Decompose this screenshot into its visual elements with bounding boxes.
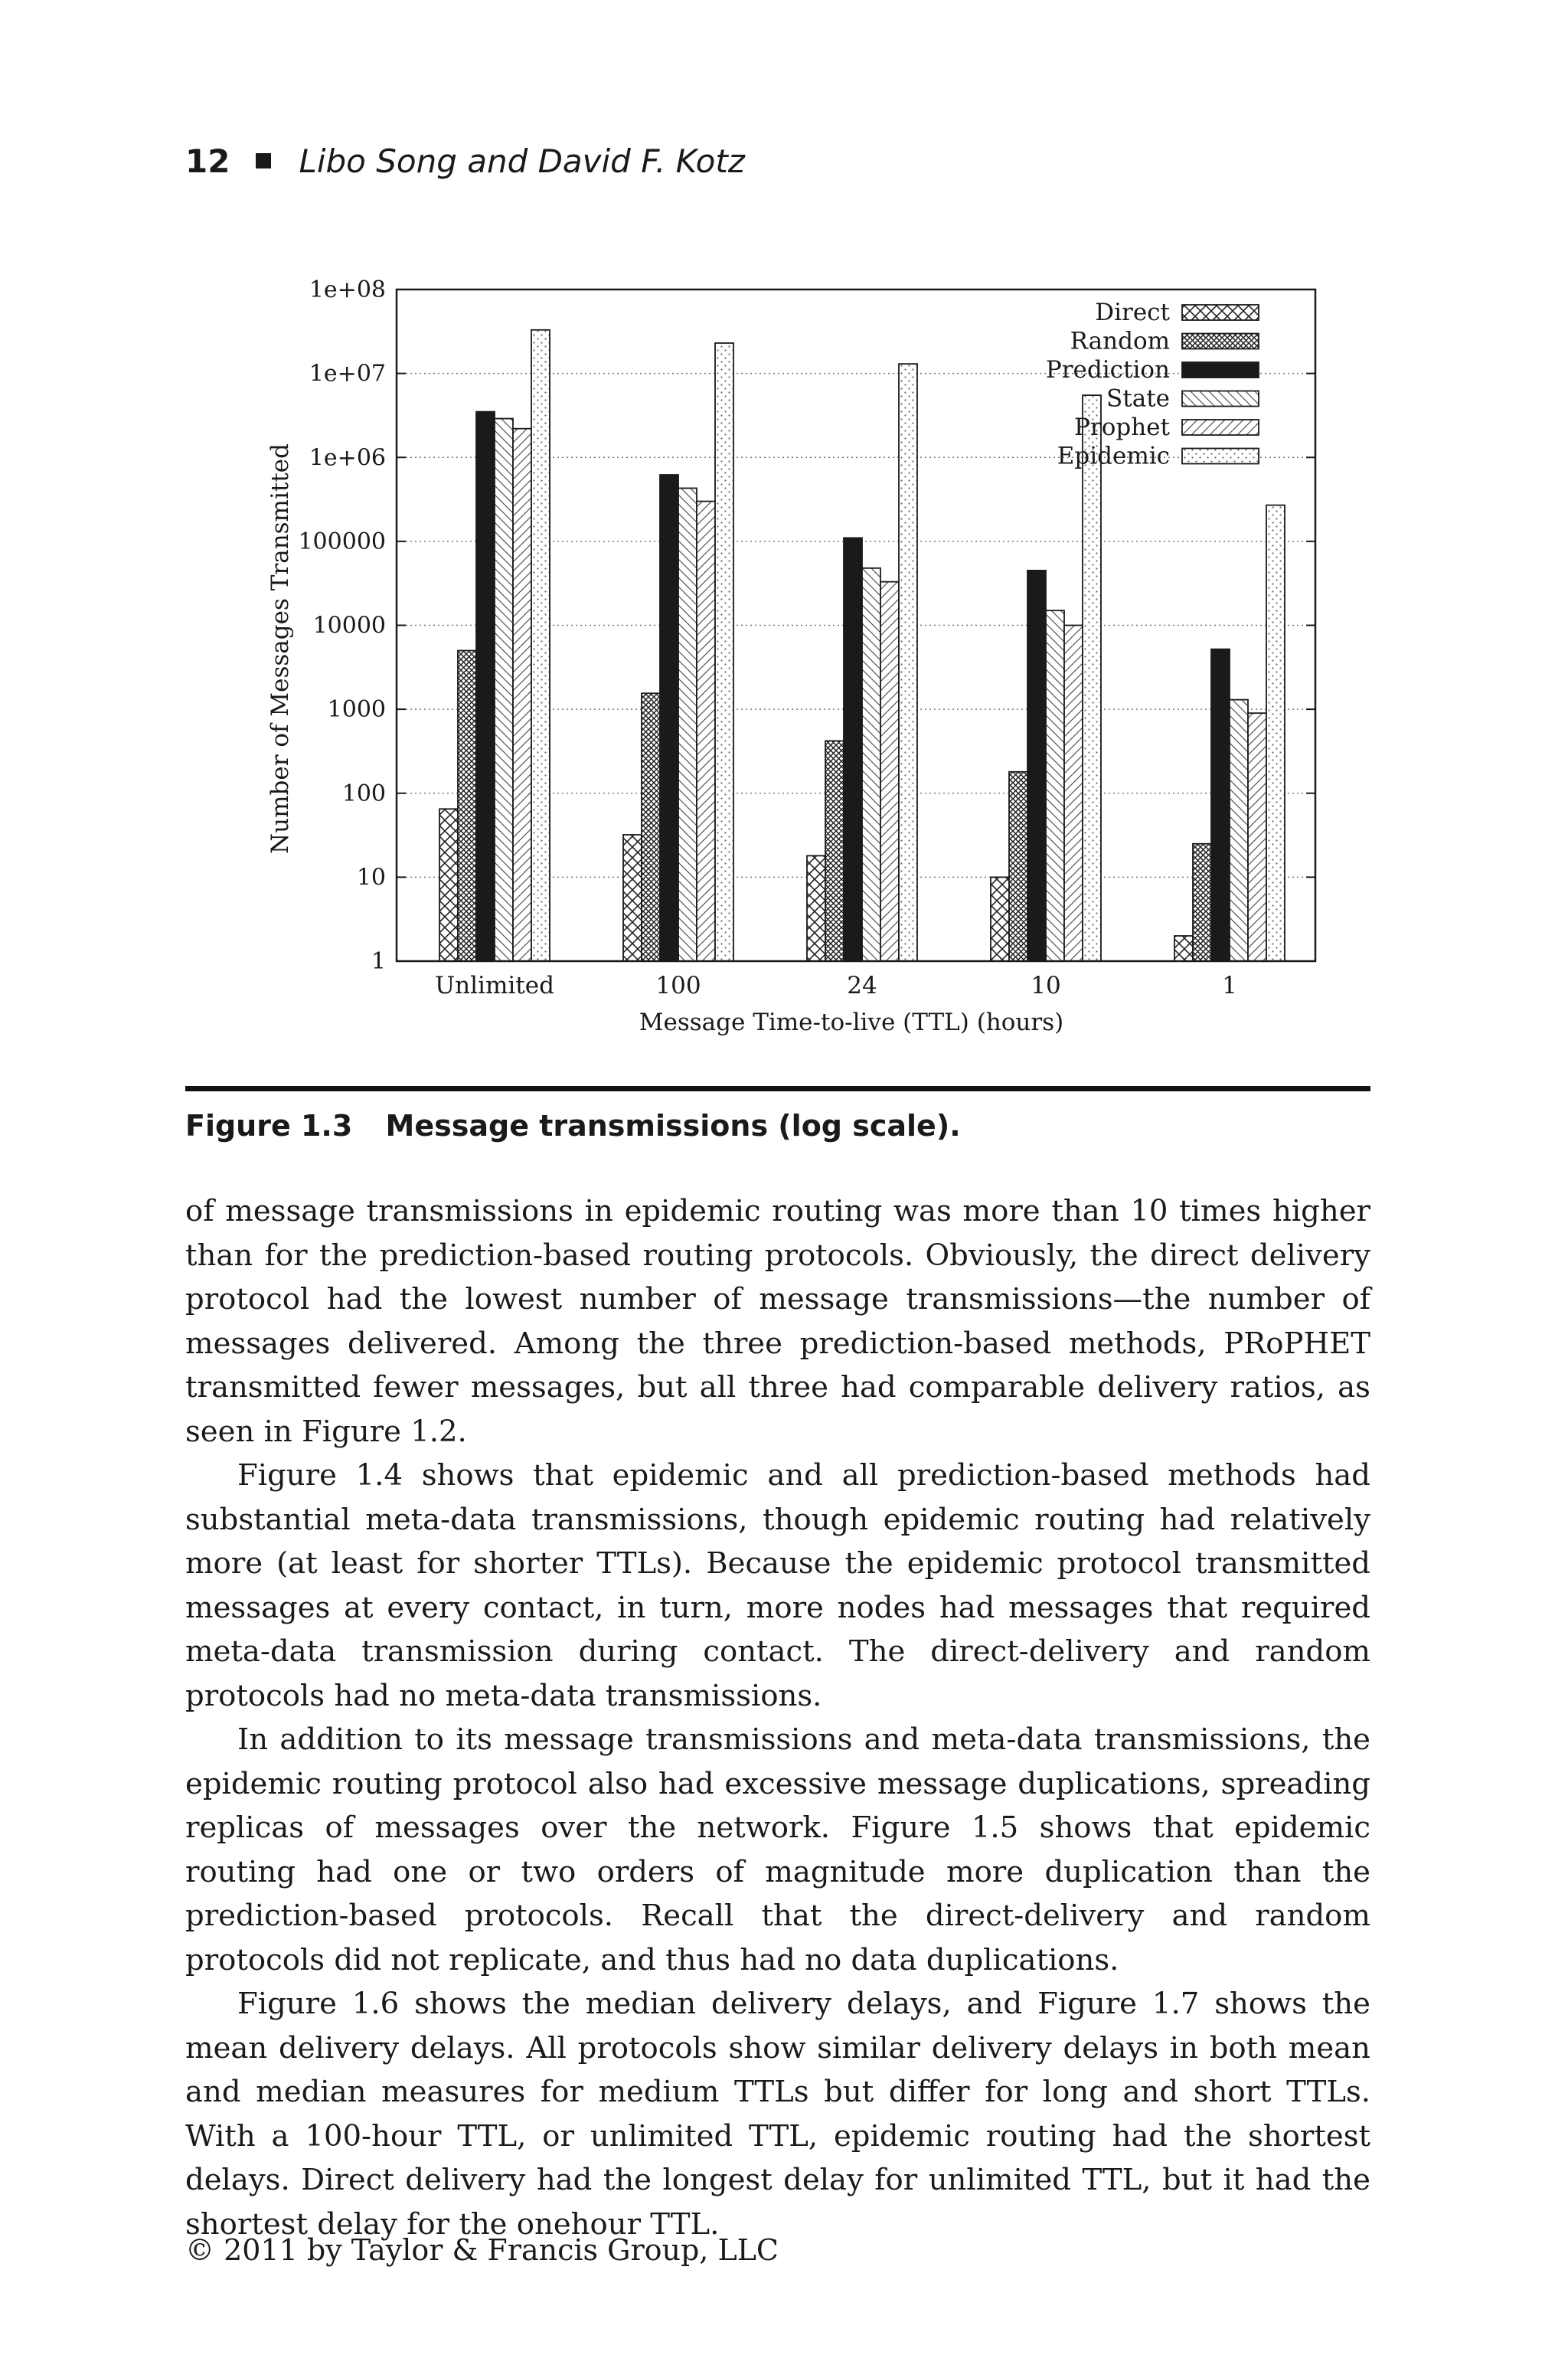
- bar-state-1: [678, 488, 697, 961]
- bar-random-2: [825, 741, 844, 961]
- bar-state-3: [1046, 610, 1064, 961]
- caption-title: Message transmissions (log scale).: [385, 1109, 961, 1143]
- bar-prophet-3: [1064, 626, 1083, 962]
- bar-prophet-2: [880, 582, 899, 961]
- bar-direct-0: [439, 809, 458, 961]
- x-tick-labels: [435, 972, 1237, 999]
- bar-random-4: [1193, 844, 1211, 961]
- legend-swatch-state: [1182, 391, 1259, 407]
- legend-label-prophet: Prophet: [1074, 414, 1170, 441]
- legend-label-direct: Direct: [1095, 299, 1170, 326]
- bar-random-1: [642, 693, 660, 961]
- legend-label-random: Random: [1070, 327, 1170, 355]
- bar-chart: [0, 260, 1568, 1072]
- figure-caption: [185, 1109, 961, 1143]
- bar-state-4: [1230, 700, 1248, 961]
- bar-prophet-0: [513, 429, 531, 961]
- caption-label: Figure 1.3: [185, 1109, 353, 1143]
- bar-direct-3: [991, 877, 1009, 961]
- bar-direct-4: [1174, 936, 1193, 961]
- legend-label-state: State: [1106, 384, 1170, 413]
- x-tick-label: Unlimited: [435, 972, 554, 999]
- y-tick-label: 100000: [298, 528, 386, 555]
- y-tick-label: 100: [341, 780, 386, 807]
- x-tick-label: 1: [1222, 972, 1237, 999]
- legend-swatch-prediction: [1182, 362, 1259, 378]
- paragraph-1: of message transmissions in epidemic routing was more than 10 times higher than for the prediction-based routing protocols. Obviously, the direct delivery protocol had the lowest number of message transmissions—the number of messages delivered. Among the three prediction-based methods, PRoPHET transmitted fewer messages, but all three had comparable delivery ratios, as seen in Figure 1.2.: [185, 1194, 1370, 1449]
- page-number: 12: [185, 142, 230, 180]
- legend-swatch-random: [1182, 334, 1259, 349]
- y-tick-label: 1e+07: [309, 360, 386, 388]
- bar-prediction-4: [1211, 649, 1230, 961]
- paragraph-2: Figure 1.4 shows that epidemic and all prediction-based methods had substantial meta-data transmissions, though epidemic routing had relatively more (at least for shorter TTLs). Because the epidemic protocol transmitted messages at every contact, in turn, more nodes had messages that required meta-data transmission during contact. The direct-delivery and random protocols had no meta-data transmissions.: [185, 1458, 1370, 1713]
- bar-direct-1: [623, 835, 642, 961]
- legend-swatch-direct: [1182, 305, 1259, 320]
- y-tick-label: 1: [371, 948, 386, 975]
- y-tick-label: 10: [356, 864, 386, 891]
- y-tick-label: 1e+08: [309, 276, 386, 303]
- y-tick-labels: [298, 276, 386, 975]
- paragraph-4: Figure 1.6 shows the median delivery delays, and Figure 1.7 shows the mean delivery delays. All protocols show similar delivery delays in both mean and median measures for medium TTLs but differ for long and short TTLs. With a 100-hour TTL, or unlimited TTL, epidemic routing had the shortest delays. Direct delivery had the longest delay for unlimited TTL, but it had the shortest delay for the onehour TTL.: [185, 1987, 1370, 2242]
- legend-swatch-prophet: [1182, 420, 1259, 435]
- square-bullet-icon: [256, 153, 271, 168]
- bar-prophet-4: [1248, 713, 1266, 961]
- running-header: [185, 138, 745, 184]
- paragraph-3: In addition to its message transmissions and meta-data transmissions, the epidemic routing protocol also had excessive message duplications, spreading replicas of messages over the network. Figure 1.5 shows that epidemic routing had one or two orders of magnitude more duplication than the prediction-based protocols. Recall that the direct-delivery and random protocols did not replicate, and thus had no data duplications.: [185, 1722, 1370, 1977]
- y-axis-title: Number of Messages Transmitted: [266, 443, 294, 854]
- bar-prophet-1: [697, 502, 715, 961]
- bar-state-0: [495, 419, 513, 961]
- y-tick-label: 1e+06: [309, 444, 386, 472]
- x-tick-label: 100: [655, 972, 701, 999]
- y-tick-label: 10000: [312, 612, 386, 639]
- bar-prediction-0: [476, 412, 495, 961]
- bar-epidemic-1: [715, 343, 733, 961]
- bar-epidemic-0: [531, 330, 550, 961]
- y-tick-label: 1000: [327, 696, 386, 724]
- header-authors: Libo Song and David F. Kotz: [299, 142, 745, 180]
- bar-random-0: [458, 651, 476, 961]
- legend: [1046, 299, 1259, 470]
- body-text: [185, 1189, 1370, 2246]
- caption-rule: [185, 1086, 1370, 1091]
- bar-direct-2: [807, 855, 825, 961]
- legend-label-epidemic: Epidemic: [1057, 442, 1170, 470]
- legend-swatch-epidemic: [1182, 449, 1259, 464]
- copyright-notice: © 2011 by Taylor & Francis Group, LLC: [185, 2233, 779, 2267]
- x-tick-label: 24: [847, 972, 877, 999]
- bar-epidemic-4: [1266, 505, 1285, 961]
- bar-epidemic-3: [1083, 395, 1101, 961]
- bar-random-3: [1009, 772, 1027, 961]
- x-tick-label: 10: [1031, 972, 1061, 999]
- bar-prediction-3: [1027, 571, 1046, 961]
- bar-prediction-1: [660, 475, 678, 961]
- legend-label-prediction: Prediction: [1045, 356, 1170, 384]
- x-axis-title: Message Time-to-live (TTL) (hours): [639, 1009, 1064, 1036]
- bar-prediction-2: [844, 538, 862, 961]
- bar-state-2: [862, 568, 880, 961]
- bar-epidemic-2: [899, 364, 917, 961]
